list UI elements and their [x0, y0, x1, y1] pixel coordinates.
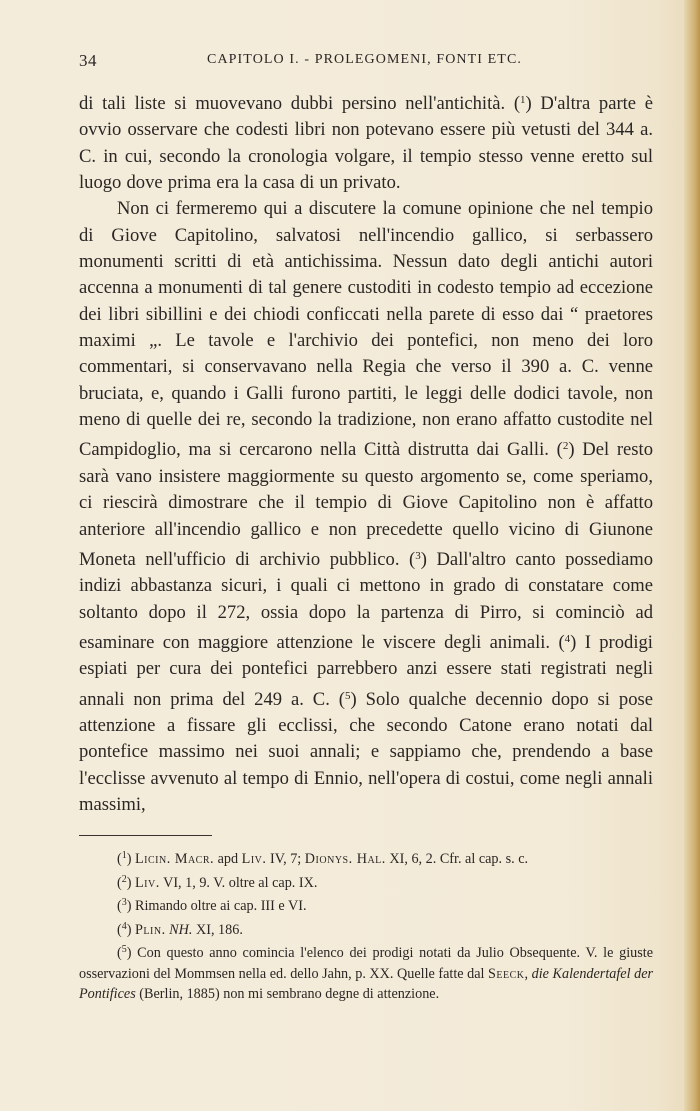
author-ref: Liv.: [241, 851, 267, 867]
text-run: ) Dall'altro canto possediamo indizi abbastanza sicuri, i quali ci mettono in grado di constatare come soltanto dopo il 272, ossia dopo la partenza di Pirro, si cominciò ad esaminare con maggiore attenzione le viscere degli animali. (: [79, 548, 653, 653]
footnote-mark: 1: [121, 850, 127, 861]
page-header: [79, 51, 653, 73]
paragraph-1: [79, 87, 653, 196]
work-title: NH.: [169, 921, 193, 938]
footnote-4: ($^4$) Plin. NH. XI, 186.: [117, 920, 243, 938]
author-ref: Plin.: [135, 921, 166, 938]
text-run: ,: [524, 965, 532, 982]
text-run: VI, 1, 9. V. oltre al cap. IX.: [159, 874, 318, 891]
text-run: (Berlin, 1885) non mi sembrano degne di attenzione.: [135, 986, 440, 1002]
footnote-ref-4: 4: [564, 632, 571, 645]
text-run: ) Del resto sarà vano insistere maggiormente su questo argomento se, come speriamo, ci riescirà dimostrare che il tempio di Giove Capitolino non è affatto anteriore all'incendio gallico e non precedette quello vicino di Giunone Moneta nell'ufficio di archivio pubblico. (: [79, 439, 654, 570]
footnote-ref-1: 1: [520, 94, 526, 106]
text-run: XI, 186.: [192, 921, 243, 938]
footnote-1: ($^1$) Licin. Macr. apd Liv. IV, 7; Dionys. Hal. XI, 6, 2. Cfr. al cap. s. c.: [117, 850, 529, 867]
footnote-mark: 5: [121, 944, 127, 955]
footnote-mark: 4: [121, 920, 127, 932]
text-run: di tali liste si muovevano dubbi persino nell'antichità. (: [79, 93, 521, 114]
footnote-2: ($^2$) Liv. VI, 1, 9. V. oltre al cap. IX.: [117, 873, 318, 891]
text-run: ) I prodigi espiati per cura dei pontefici parrebbero anzi essere stati registrati negli annali non prima del 249 a. C. (: [79, 631, 653, 710]
running-title: CAPITOLO I. - PROLEGOMENI, FONTI ETC.: [207, 52, 522, 67]
footnote-ref-3: 3: [415, 549, 421, 562]
footnote-3: ($^3$) Rimando oltre ai cap. III e VI.: [117, 897, 307, 914]
main-text: [79, 87, 653, 818]
author-ref: Dionys. Hal.: [304, 851, 386, 867]
text-run: XI, 6, 2. Cfr. al cap. s. c.: [385, 851, 529, 867]
footnote-ref-2: 2: [562, 440, 569, 453]
footnote-divider: [79, 835, 212, 836]
paragraph-2: [79, 196, 653, 818]
footnote-mark: 2: [121, 873, 127, 885]
text-run: Con questo anno comincia l'elenco dei prodigi notati da Julio Obsequente. V. le giuste osservazioni del Mommsen nella ed. dello Jahn, p. XX. Quelle fatte dal: [79, 945, 653, 982]
author-ref: Licin. Macr.: [135, 851, 215, 867]
page-number: 34: [79, 51, 97, 70]
text-run: ) D'altra parte è ovvio osservare che codesti libri non potevano essere più vetusti del 344 a. C. in cui, secondo la cronologia volgare, il tempio stesso venne eretto sul luogo dove prima era la casa di un privato.: [79, 93, 654, 194]
work-title: die Kalendertafel der Pontifices: [79, 965, 654, 1002]
author-ref: Liv.: [135, 874, 160, 891]
text-run: IV, 7;: [266, 851, 305, 867]
text-run: apd: [214, 851, 242, 867]
text-run: Rimando oltre ai cap. III e VI.: [135, 898, 307, 914]
text-run: ) Solo qualche decennio dopo si pose attenzione a fissare gli ecclissi, che secondo Catone erano notati dal pontefice massimo nei suoi annali; e sappiamo che, prendendo a base l'ecclisse avvenuto al tempo di Ennio, nell'opera di costui, come negli annali massimi,: [79, 688, 653, 815]
text-run: Non ci fermeremo qui a discutere la comune opinione che nel tempio di Giove Capitolino, salvatosi nell'incendio gallico, si serbassero monumenti scritti di età antichissima. Nessun dato degli antichi autori accenna a monumenti di tal genere custoditi in codesto tempio ad eccezione dei libri sibillini e dei chiodi conficcati nella parete di esso dai “ praetores maximi „. Le tavole e l'archivio dei pontefici, non meno dei loro commentari, si conservavano nella Regia che verso il 390 a. C. venne bruciata, e, quando i Galli furono partiti, le leggi delle dodici tavole, non meno di quelle dei re, secondo la tradizione, non erano affatto custodite nel Campidoglio, ma si cercarono nella Città distrutta dai Galli. (: [79, 198, 653, 461]
page-edge-shadow: [684, 0, 700, 1111]
footnote-5: ($^5$) Con questo anno comincia l'elenco dei prodigi notati da Julio Obsequente. V. le giuste osservazioni del Mommsen nella ed. dello Jahn, p. XX. Quelle fatte dal Seeck, die Kalendertafel der Pontifices (Berlin, 1885) non mi sembrano degne di attenzione.: [79, 944, 654, 1002]
author-ref: Seeck: [488, 965, 525, 982]
footnotes: [79, 846, 653, 1005]
footnote-ref-5: 5: [344, 689, 351, 702]
footnote-mark: 3: [121, 897, 127, 908]
